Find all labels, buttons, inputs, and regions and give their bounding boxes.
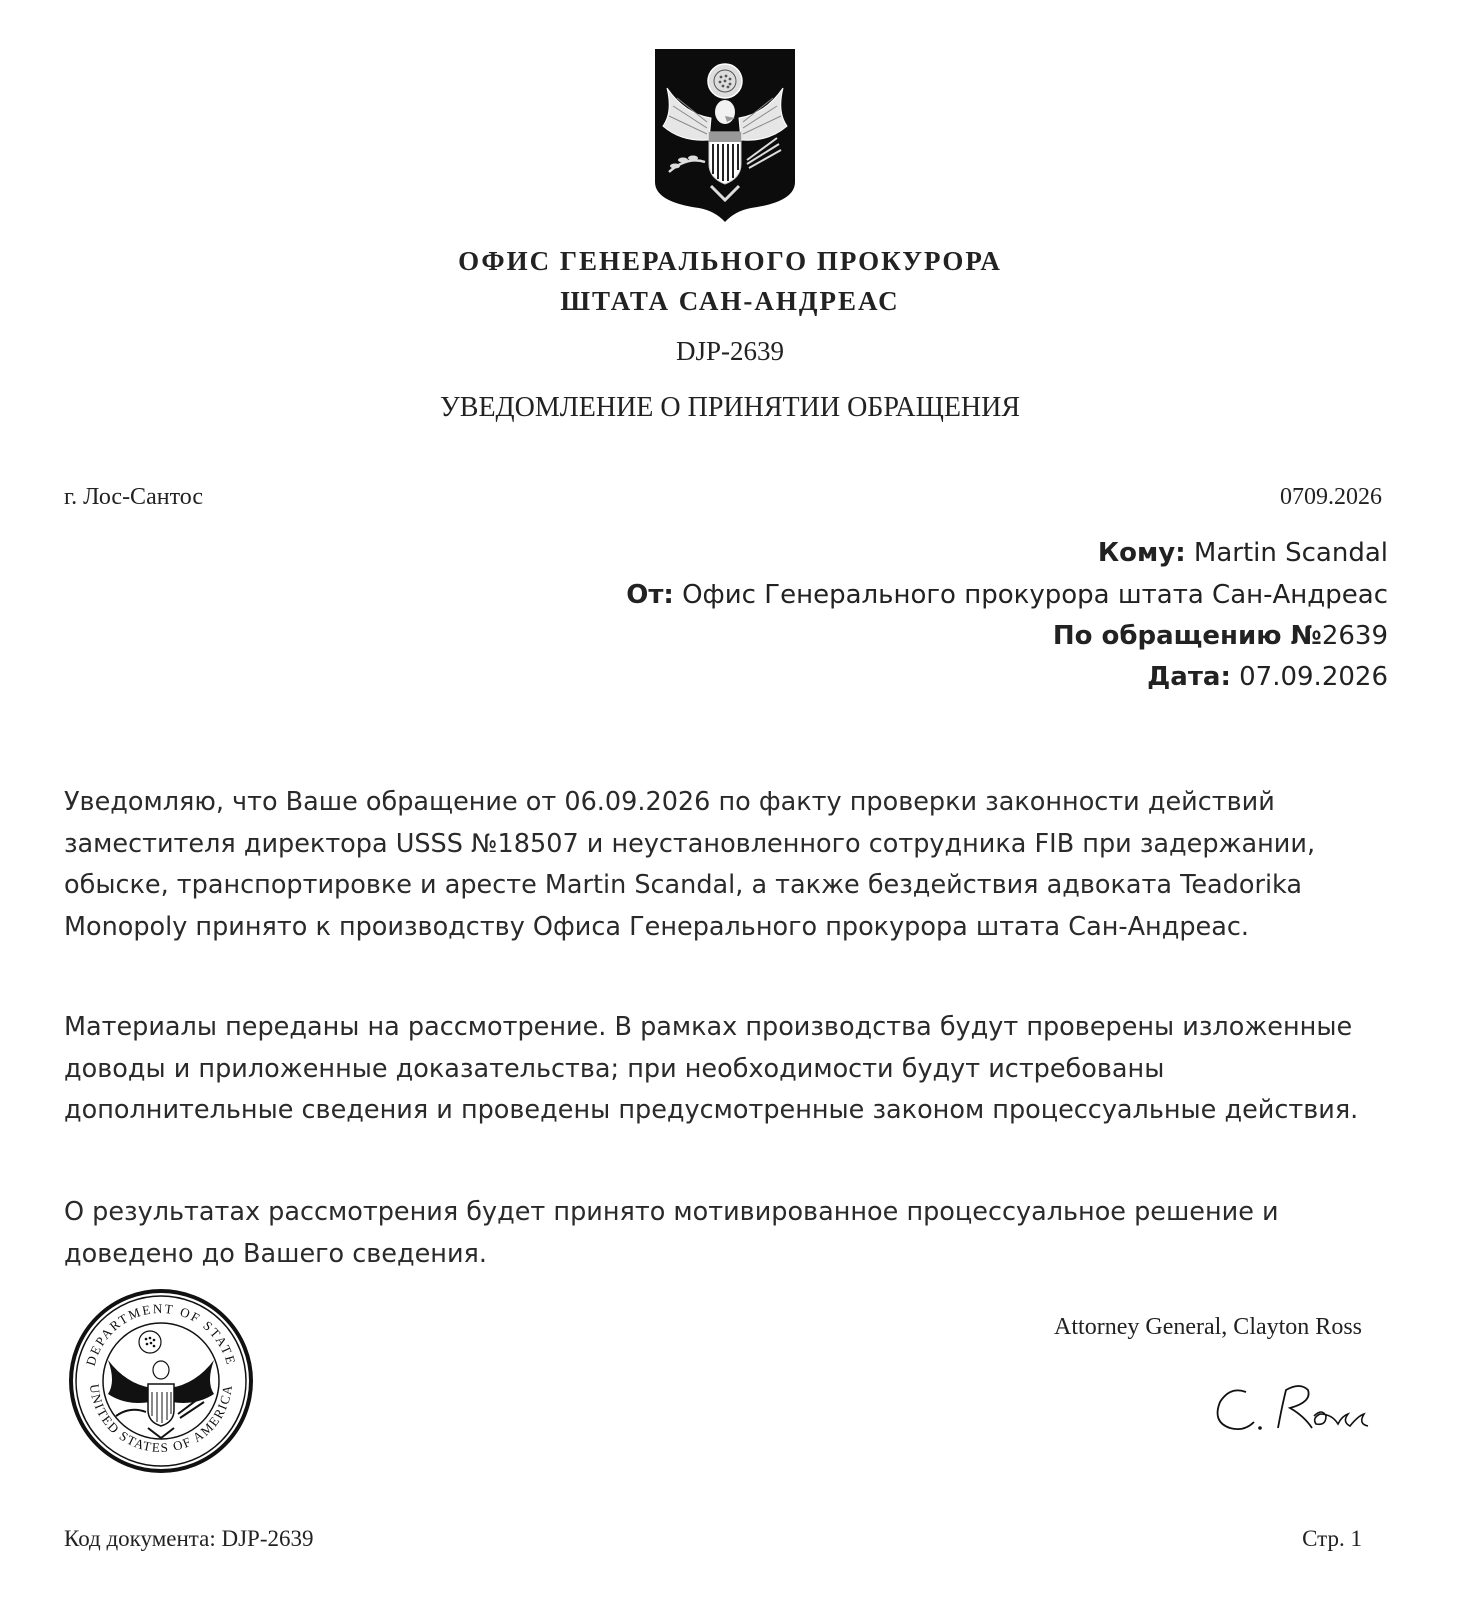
eagle-crest-shield-icon — [651, 46, 799, 224]
office-title-line1: ОФИС ГЕНЕРАЛЬНОГО ПРОКУРОРА — [458, 246, 1002, 276]
letter-date-line — [1147, 662, 1388, 692]
issue-date: 0709.2026 — [1280, 484, 1382, 510]
signatory-name: Attorney General, Clayton Ross — [1054, 1314, 1362, 1340]
recipient-value: Martin Scandal — [1185, 538, 1388, 568]
appeal-reference-label: По обращению № — [1052, 621, 1322, 651]
sender-label: От: — [626, 580, 674, 610]
department-of-state-seal-icon — [68, 1288, 254, 1474]
body-paragraph-3: О результатах рассмотрения будет принято мотивированное процессуальное решение и доведено до Вашего сведения. — [64, 1197, 1279, 1269]
sender-value: Офис Генерального прокурора штата Сан-Андреас — [673, 580, 1388, 610]
body-paragraph-2: Материалы переданы на рассмотрение. В рамках производства будут проверены изложенные доводы и приложенные доказательства; при необходимости будут истребованы дополнительные сведения и проведены предусмотренные законом процессуальные действия. — [64, 1012, 1359, 1125]
appeal-reference-value: 2639 — [1321, 621, 1388, 651]
notice-title: УВЕДОМЛЕНИЕ О ПРИНЯТИИ ОБРАЩЕНИЯ — [439, 392, 1021, 423]
letter-date-label: Дата: — [1147, 662, 1231, 692]
handwritten-signature — [1208, 1372, 1378, 1442]
document-number: DJP-2639 — [675, 336, 784, 366]
seal-ring-bottom-text: UNITED STATES OF AMERICA — [86, 1383, 236, 1456]
letter-date-value: 07.09.2026 — [1230, 662, 1388, 692]
seal-ring-top-text: DEPARTMENT OF STATE — [82, 1300, 240, 1368]
recipient-label: Кому: — [1097, 538, 1186, 568]
city-label: г. Лос-Сантос — [64, 484, 203, 510]
body-paragraph-1: Уведомляю, что Ваше обращение от 06.09.2026 по факту проверки законности действий заместителя директора USSS №18507 и неустановленного сотрудника FIB при задержании, обыске, транспортировке и аресте Martin Scandal, а также бездействия адвоката Teadorika Monopoly принято к производству Офиса Генерального прокурора штата Сан-Андреас. — [64, 787, 1316, 942]
page-number: Стр. 1 — [1302, 1526, 1362, 1551]
recipient-line — [1098, 538, 1388, 568]
appeal-reference-line — [1053, 621, 1388, 651]
office-title-line2: ШТАТА САН-АНДРЕАС — [560, 286, 900, 316]
sender-line — [626, 580, 1388, 610]
document-code: Код документа: DJP-2639 — [64, 1526, 314, 1551]
